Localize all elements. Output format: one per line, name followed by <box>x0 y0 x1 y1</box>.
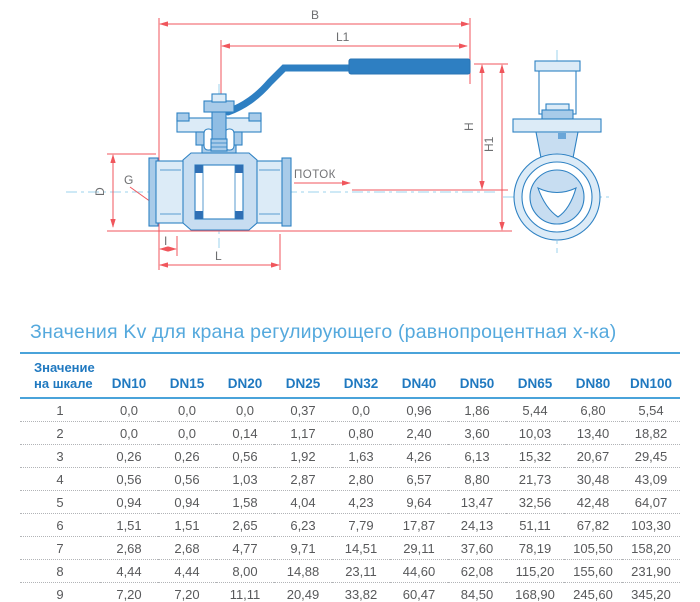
scale-value: 5 <box>20 491 100 514</box>
kv-value: 42,48 <box>564 491 622 514</box>
kv-value: 6,57 <box>390 468 448 491</box>
kv-table-container <box>20 352 680 602</box>
scale-value: 6 <box>20 514 100 537</box>
kv-value: 1,17 <box>274 422 332 445</box>
kv-value: 33,82 <box>332 583 390 602</box>
kv-value: 2,80 <box>332 468 390 491</box>
kv-value: 51,11 <box>506 514 564 537</box>
kv-value: 1,92 <box>274 445 332 468</box>
kv-table-body <box>20 398 680 602</box>
kv-value: 105,50 <box>564 537 622 560</box>
kv-value: 20,49 <box>274 583 332 602</box>
col-header-dn25: DN25 <box>274 353 332 398</box>
kv-value: 17,87 <box>390 514 448 537</box>
kv-value: 0,0 <box>216 398 274 422</box>
kv-value: 1,51 <box>158 514 216 537</box>
kv-value: 7,79 <box>332 514 390 537</box>
kv-value: 2,40 <box>390 422 448 445</box>
kv-value: 5,54 <box>622 398 680 422</box>
kv-value: 0,37 <box>274 398 332 422</box>
kv-value: 14,51 <box>332 537 390 560</box>
kv-value: 24,13 <box>448 514 506 537</box>
dim-label-g: G <box>124 173 134 187</box>
kv-value: 14,88 <box>274 560 332 583</box>
kv-value: 37,60 <box>448 537 506 560</box>
kv-row-3 <box>20 445 680 468</box>
kv-value: 2,65 <box>216 514 274 537</box>
kv-value: 44,60 <box>390 560 448 583</box>
kv-value: 5,44 <box>506 398 564 422</box>
col-header-dn10: DN10 <box>100 353 158 398</box>
valve-side-view <box>513 61 601 240</box>
kv-value: 0,0 <box>332 398 390 422</box>
kv-value: 245,60 <box>564 583 622 602</box>
kv-value: 0,0 <box>100 398 158 422</box>
kv-value: 84,50 <box>448 583 506 602</box>
kv-value: 20,67 <box>564 445 622 468</box>
dim-label-d: D <box>93 187 107 196</box>
kv-value: 115,20 <box>506 560 564 583</box>
kv-value: 1,58 <box>216 491 274 514</box>
kv-row-7 <box>20 537 680 560</box>
kv-value: 231,90 <box>622 560 680 583</box>
kv-value: 0,14 <box>216 422 274 445</box>
kv-value: 29,11 <box>390 537 448 560</box>
kv-header-row <box>20 353 680 398</box>
handle-bar <box>228 68 352 112</box>
col-header-dn50: DN50 <box>448 353 506 398</box>
kv-value: 64,07 <box>622 491 680 514</box>
col-header-dn40: DN40 <box>390 353 448 398</box>
scale-value: 1 <box>20 398 100 422</box>
dim-label-l1: L1 <box>336 30 350 44</box>
kv-value: 32,56 <box>506 491 564 514</box>
kv-value: 0,26 <box>100 445 158 468</box>
valve-technical-drawing <box>0 0 700 300</box>
kv-value: 8,00 <box>216 560 274 583</box>
kv-value: 2,68 <box>158 537 216 560</box>
kv-value: 0,56 <box>100 468 158 491</box>
kv-value: 6,13 <box>448 445 506 468</box>
kv-value: 1,51 <box>100 514 158 537</box>
kv-value: 6,80 <box>564 398 622 422</box>
kv-value: 0,80 <box>332 422 390 445</box>
kv-value: 78,19 <box>506 537 564 560</box>
kv-value: 2,68 <box>100 537 158 560</box>
kv-value: 1,63 <box>332 445 390 468</box>
kv-value: 62,08 <box>448 560 506 583</box>
col-header-dn80: DN80 <box>564 353 622 398</box>
dim-label-b: B <box>311 8 320 22</box>
col-header-dn32: DN32 <box>332 353 390 398</box>
section-title: Значения Kv для крана регулирующего (равнопроцентная х-ка) <box>30 321 617 344</box>
kv-row-9 <box>20 583 680 602</box>
kv-value: 18,82 <box>622 422 680 445</box>
handle-grip <box>349 59 470 74</box>
kv-value: 13,40 <box>564 422 622 445</box>
kv-value: 4,77 <box>216 537 274 560</box>
scale-value: 4 <box>20 468 100 491</box>
col-header-scale: Значение на шкале <box>20 353 100 398</box>
kv-value: 1,86 <box>448 398 506 422</box>
scale-value: 2 <box>20 422 100 445</box>
kv-value: 8,80 <box>448 468 506 491</box>
kv-value: 0,94 <box>158 491 216 514</box>
dim-label-h: H <box>462 122 476 131</box>
kv-value: 11,11 <box>216 583 274 602</box>
kv-row-5 <box>20 491 680 514</box>
kv-value: 4,26 <box>390 445 448 468</box>
kv-value: 0,26 <box>158 445 216 468</box>
kv-row-2 <box>20 422 680 445</box>
kv-value: 3,60 <box>448 422 506 445</box>
dim-label-h1: H1 <box>482 136 496 152</box>
kv-value: 9,71 <box>274 537 332 560</box>
kv-value: 4,04 <box>274 491 332 514</box>
kv-value: 1,03 <box>216 468 274 491</box>
kv-value: 103,30 <box>622 514 680 537</box>
scale-value: 3 <box>20 445 100 468</box>
col-header-dn100: DN100 <box>622 353 680 398</box>
kv-value: 4,44 <box>100 560 158 583</box>
col-header-dn20: DN20 <box>216 353 274 398</box>
col-header-dn65: DN65 <box>506 353 564 398</box>
kv-value: 2,87 <box>274 468 332 491</box>
col-header-dn15: DN15 <box>158 353 216 398</box>
kv-value: 13,47 <box>448 491 506 514</box>
kv-value: 4,44 <box>158 560 216 583</box>
kv-value: 15,32 <box>506 445 564 468</box>
kv-row-8 <box>20 560 680 583</box>
kv-value: 0,0 <box>158 398 216 422</box>
kv-value: 0,56 <box>158 468 216 491</box>
kv-value: 9,64 <box>390 491 448 514</box>
kv-row-1 <box>20 398 680 422</box>
kv-value: 168,90 <box>506 583 564 602</box>
scale-value: 7 <box>20 537 100 560</box>
scale-value: 8 <box>20 560 100 583</box>
kv-value: 345,20 <box>622 583 680 602</box>
kv-value: 10,03 <box>506 422 564 445</box>
dim-label-l: L <box>215 249 222 263</box>
kv-value: 43,09 <box>622 468 680 491</box>
kv-value: 0,94 <box>100 491 158 514</box>
kv-table <box>20 352 680 602</box>
dim-label-i: I <box>164 234 168 248</box>
kv-value: 29,45 <box>622 445 680 468</box>
kv-value: 6,23 <box>274 514 332 537</box>
kv-row-6 <box>20 514 680 537</box>
kv-value: 0,0 <box>100 422 158 445</box>
kv-value: 67,82 <box>564 514 622 537</box>
kv-value: 0,56 <box>216 445 274 468</box>
valve-front-view <box>149 59 470 230</box>
kv-row-4 <box>20 468 680 491</box>
kv-value: 23,11 <box>332 560 390 583</box>
kv-value: 0,96 <box>390 398 448 422</box>
kv-value: 30,48 <box>564 468 622 491</box>
kv-value: 60,47 <box>390 583 448 602</box>
kv-value: 7,20 <box>158 583 216 602</box>
scale-value: 9 <box>20 583 100 602</box>
kv-value: 7,20 <box>100 583 158 602</box>
dimension-lines <box>107 18 512 270</box>
kv-value: 4,23 <box>332 491 390 514</box>
kv-value: 158,20 <box>622 537 680 560</box>
kv-value: 155,60 <box>564 560 622 583</box>
flow-label: ПОТОК <box>294 169 336 181</box>
kv-value: 21,73 <box>506 468 564 491</box>
kv-value: 0,0 <box>158 422 216 445</box>
